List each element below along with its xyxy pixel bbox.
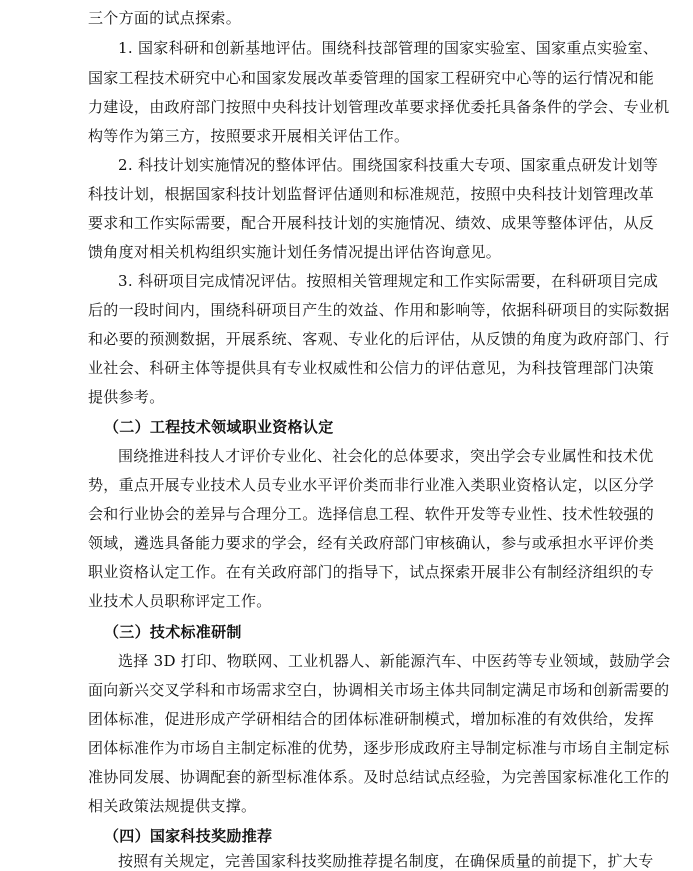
paragraph-line: 会和行业协会的差异与合理分工。选择信息工程、软件开发等专业性、技术性较强的 <box>88 505 655 523</box>
paragraph-line: 团体标准，促进形成产学研相结合的团体标准研制模式，增加标准的有效供给，发挥 <box>88 710 655 728</box>
paragraph-line: 提供参考。 <box>88 388 165 406</box>
paragraph-line: 准协同发展、协调配套的新型标准体系。及时总结试点经验，为完善国家标准化工作的 <box>88 768 670 786</box>
section-heading: （三）技术标准研制 <box>104 623 242 641</box>
paragraph-line: 职业资格认定工作。在有关政府部门的指导下，试点探索开展非公有制经济组织的专 <box>88 563 655 581</box>
paragraph-line: 和必要的预测数据，开展系统、客观、专业化的后评估，从反馈的角度为政府部门、行 <box>88 330 670 348</box>
section-heading: （二）工程技术领域职业资格认定 <box>104 418 334 436</box>
paragraph-line: 选择 3D 打印、物联网、工业机器人、新能源汽车、中医药等专业领域，鼓励学会 <box>118 652 671 670</box>
paragraph-line: 三个方面的试点探索。 <box>88 9 242 27</box>
paragraph-line: 2. 科技计划实施情况的整体评估。围绕国家科技重大专项、国家重点研发计划等 <box>118 156 659 174</box>
paragraph-line: 相关政策法规提供支撑。 <box>88 797 257 815</box>
paragraph-line: 要求和工作实际需要，配合开展科技计划的实施情况、绩效、成果等整体评估，从反 <box>88 214 655 232</box>
paragraph-line: 科技计划，根据国家科技计划监督评估通则和标准规范，按照中央科技计划管理改革 <box>88 185 655 203</box>
paragraph-line: 国家工程技术研究中心和国家发展改革委管理的国家工程研究中心等的运行情况和能 <box>88 69 655 87</box>
paragraph-line: 按照有关规定，完善国家科技奖励推荐提名制度，在确保质量的前提下，扩大专 <box>118 852 654 870</box>
paragraph-line: 馈角度对相关机构组织实施计划任务情况提出评估咨询意见。 <box>88 243 502 261</box>
paragraph-line: 业社会、科研主体等提供具有专业权威性和公信力的评估意见，为科技管理部门决策 <box>88 359 655 377</box>
paragraph-line: 1. 国家科研和创新基地评估。围绕科技部管理的国家实验室、国家重点实验室、 <box>118 39 659 57</box>
paragraph-line: 势，重点开展专业技术人员专业水平评价类而非行业准入类职业资格认定，以区分学 <box>88 476 655 494</box>
paragraph-line: 构等作为第三方，按照要求开展相关评估工作。 <box>88 127 410 145</box>
paragraph-line: 业技术人员职称评定工作。 <box>88 592 272 610</box>
paragraph-line: 后的一段时间内，围绕科研项目产生的效益、作用和影响等，依据科研项目的实际数据 <box>88 301 670 319</box>
paragraph-line: 面向新兴交叉学科和市场需求空白，协调相关市场主体共同制定满足市场和创新需要的 <box>88 681 670 699</box>
paragraph-line: 围绕推进科技人才评价专业化、社会化的总体要求，突出学会专业属性和技术优 <box>118 447 654 465</box>
section-heading: （四）国家科技奖励推荐 <box>104 827 273 845</box>
paragraph-line: 力建设，由政府部门按照中央科技计划管理改革要求择优委托具备条件的学会、专业机 <box>88 98 670 116</box>
paragraph-line: 团体标准作为市场自主制定标准的优势，逐步形成政府主导制定标准与市场自主制定标 <box>88 739 670 757</box>
paragraph-line: 领域，遴选具备能力要求的学会，经有关政府部门审核确认，参与或承担水平评价类 <box>88 534 655 552</box>
paragraph-line: 3. 科研项目完成情况评估。按照相关管理规定和工作实际需要，在科研项目完成 <box>118 272 659 290</box>
